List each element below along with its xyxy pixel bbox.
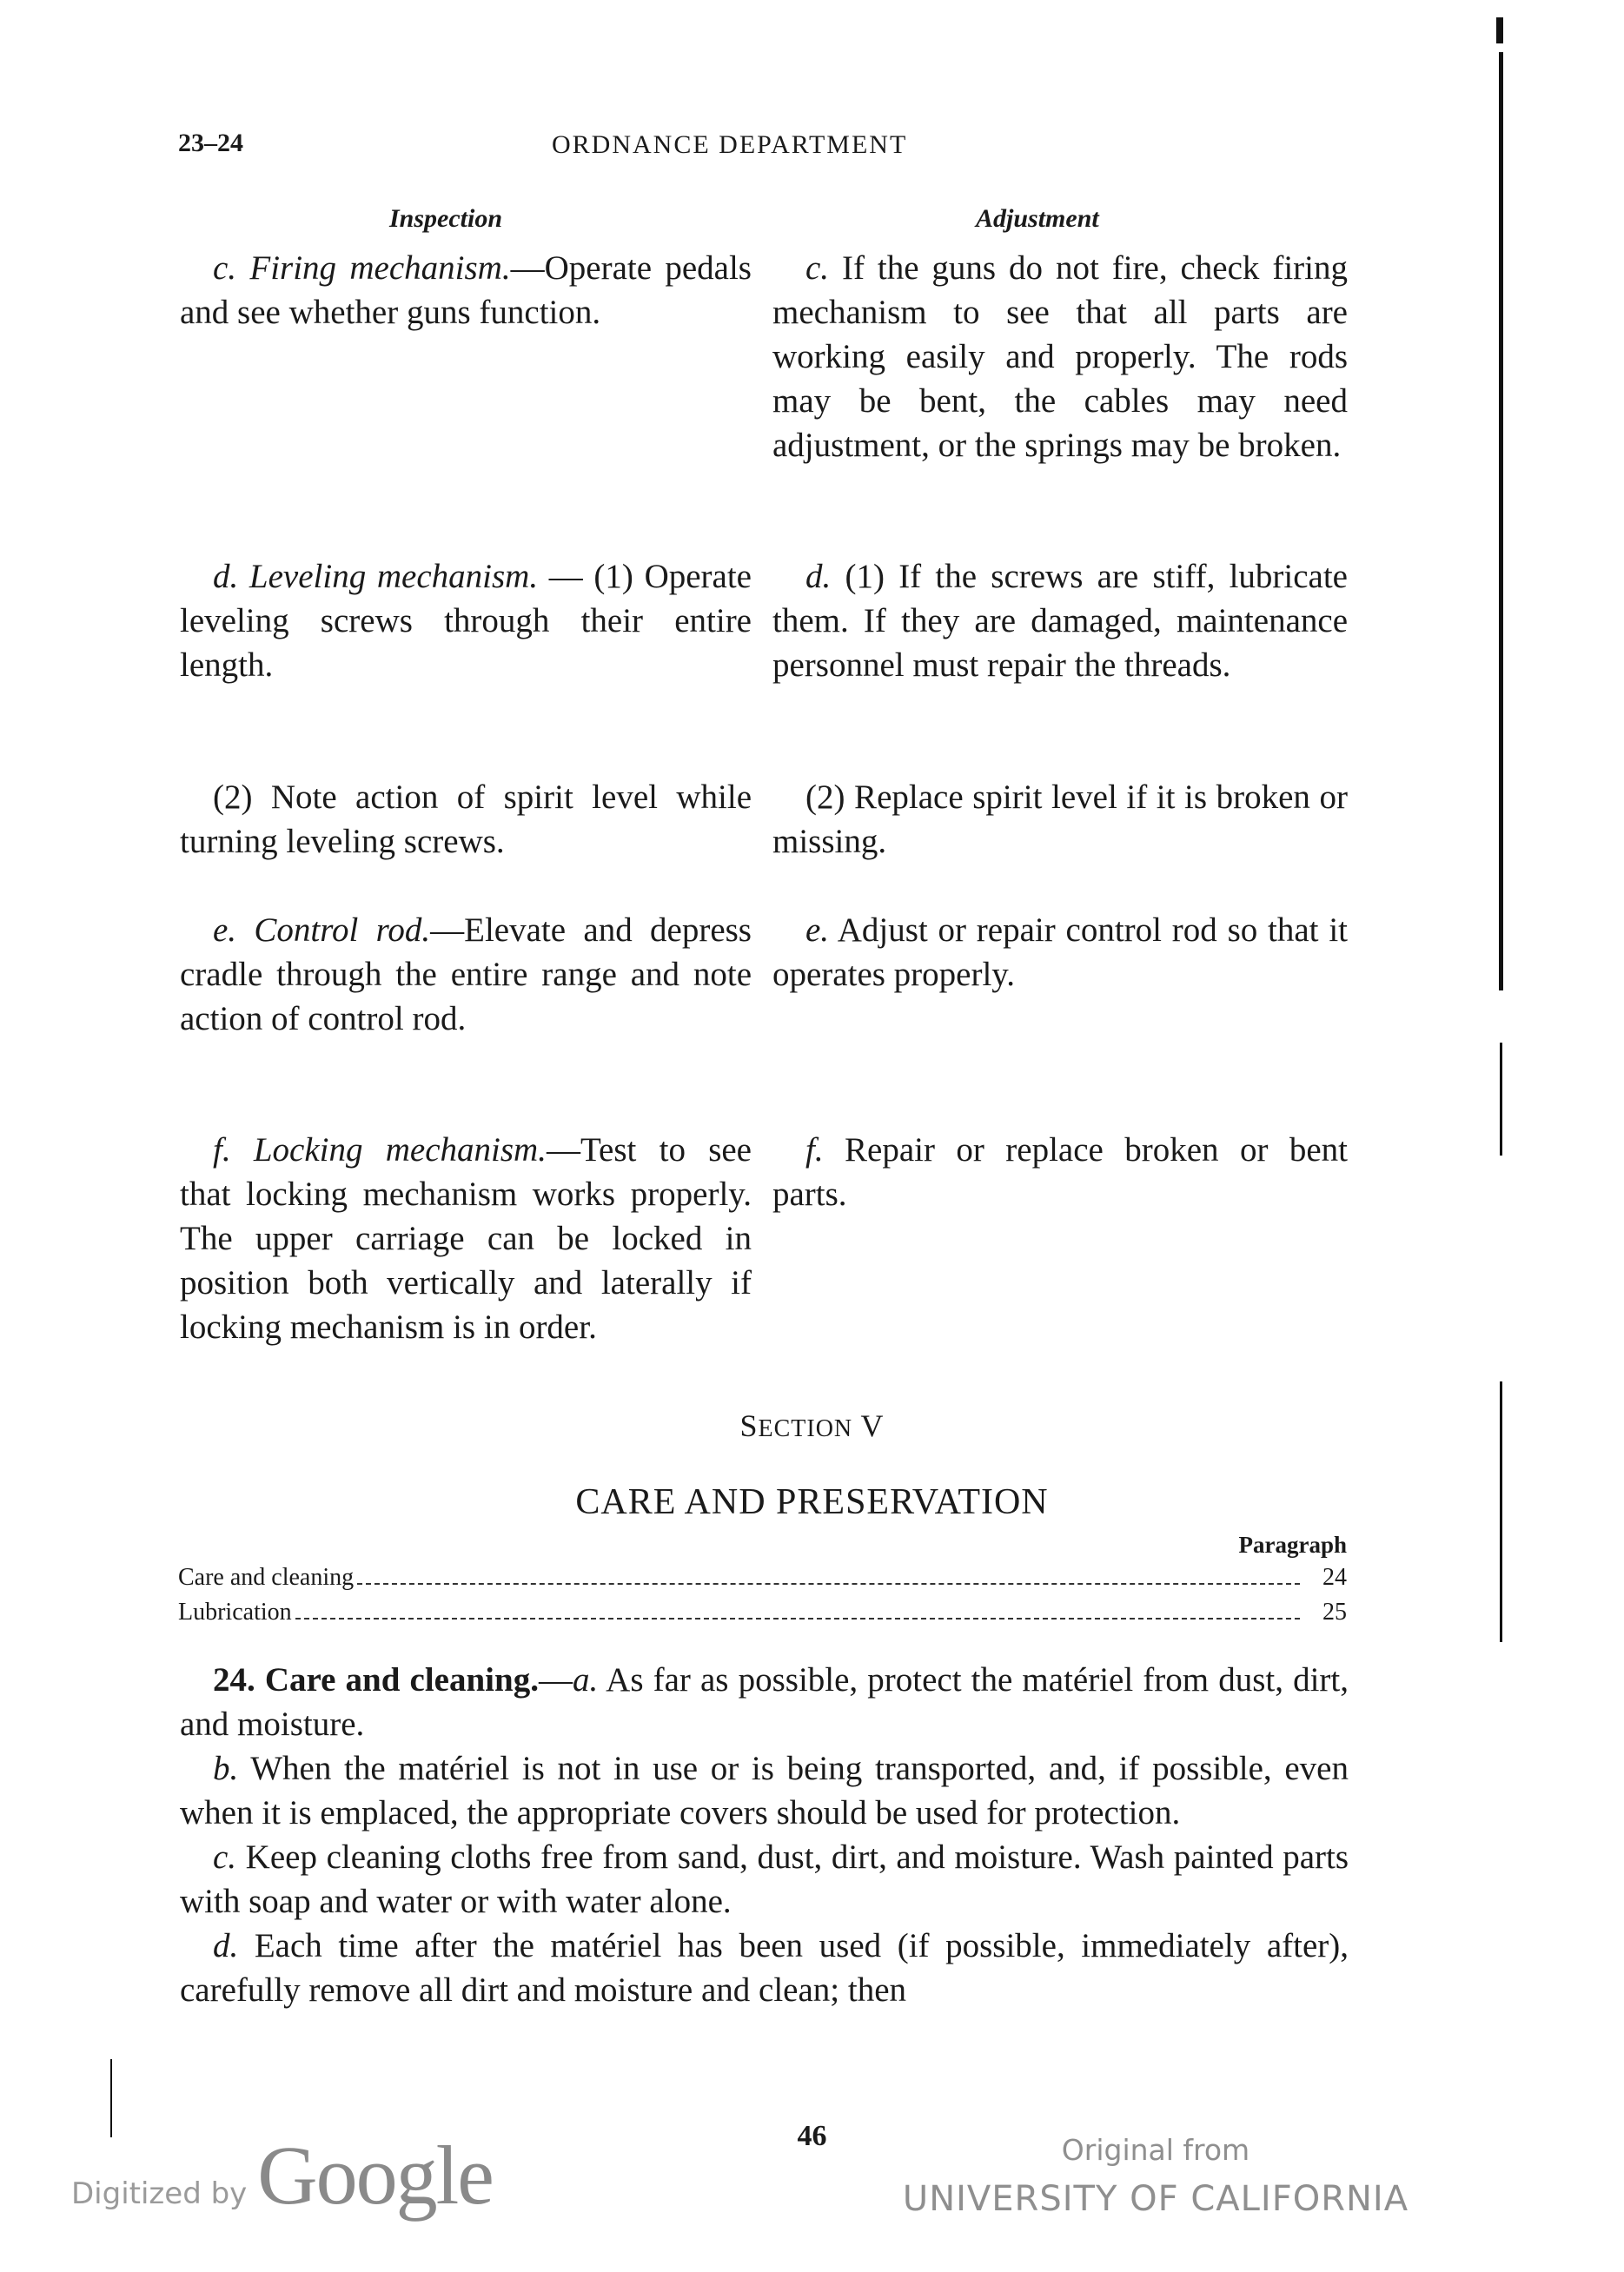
column-heading-inspection: Inspection (389, 204, 503, 233)
digitized-watermark (71, 2127, 493, 2223)
toc-item-label: Lubrication (178, 1599, 292, 1626)
google-logo: Google (257, 2129, 493, 2222)
paragraph-24a: 24. Care and cleaning.—a. As far as possible, protect the matériel from dust, dirt, and moisture. (180, 1661, 1349, 1743)
scan-edge-line (1500, 1043, 1502, 1156)
toc-list (178, 1564, 1347, 1633)
toc-leader (295, 1618, 1300, 1620)
paragraph-24d: d. Each time after the matériel has been used (if possible, immediately after), carefully remove all dirt and moisture and clean; then (180, 1927, 1349, 2009)
inspection-cell-e: e. Control rod.—Elevate and depress cradle through the entire range and note action of control rod. (180, 911, 752, 1037)
adjustment-cell-d1: d. (1) If the screws are stiff, lubricate them. If they are damaged, maintenance personnel must repair the threads. (772, 558, 1348, 684)
inspection-cell-d1: d. Leveling mechanism. — (1) Operate leveling screws through their entire length. (180, 558, 752, 684)
university-text: UNIVERSITY OF CALIFORNIA (902, 2179, 1409, 2219)
scan-edge-line (1500, 1381, 1502, 1642)
toc-item-lubrication (178, 1599, 1347, 1633)
toc-heading: Paragraph (1238, 1532, 1347, 1558)
paragraph-24c: c. Keep cleaning cloths free from sand, dust, dirt, and moisture. Wash painted parts with soap and water or with water alone. (180, 1838, 1349, 1920)
inspection-cell-c: c. Firing mechanism.—Operate pedals and see whether guns function. (180, 249, 752, 331)
page-range: 23–24 (178, 129, 243, 157)
scan-edge-line (1499, 52, 1503, 990)
toc-leader (357, 1583, 1300, 1585)
paragraph-24b: b. When the matériel is not in use or is being transported, and, if possible, even when it is emplaced, the appropriate covers should be used for protection. (180, 1750, 1349, 1832)
adjustment-cell-c: c. If the guns do not fire, check firing mechanism to see that all parts are working easily and properly. The rods may be bent, the cables may need adjustment, or the springs may be broken. (772, 249, 1348, 464)
adjustment-cell-d2: (2) Replace spirit level if it is broken or missing. (772, 778, 1348, 860)
toc-item-label: Care and cleaning (178, 1564, 355, 1591)
column-heading-adjustment: Adjustment (976, 204, 1099, 233)
toc-item-number: 25 (1322, 1599, 1347, 1626)
inspection-cell-f: f. Locking mechanism.—Test to see that locking mechanism works properly. The upper carriage can be locked in position both vertically and laterally if locking mechanism is in order. (180, 1131, 752, 1346)
source-watermark (895, 2133, 1416, 2219)
running-title: ORDNANCE DEPARTMENT (552, 130, 908, 159)
section-heading: SECTION V (739, 1408, 885, 1443)
toc-item-care-and-cleaning (178, 1564, 1347, 1599)
body-text (180, 1658, 1349, 2012)
page-number: 46 (797, 2120, 827, 2152)
digitized-by-text: Digitized by (71, 2176, 248, 2211)
adjustment-cell-e: e. Adjust or repair control rod so that it operates properly. (772, 911, 1348, 993)
original-from-text: Original from (1061, 2133, 1250, 2167)
section-title: CARE AND PRESERVATION (575, 1482, 1049, 1522)
adjustment-cell-f: f. Repair or replace broken or bent parts. (772, 1131, 1348, 1213)
inspection-cell-d2: (2) Note action of spirit level while turning leveling screws. (180, 778, 752, 860)
scan-edge-line (110, 2059, 112, 2137)
toc-item-number: 24 (1322, 1564, 1347, 1591)
scan-edge-mark (1496, 17, 1503, 43)
